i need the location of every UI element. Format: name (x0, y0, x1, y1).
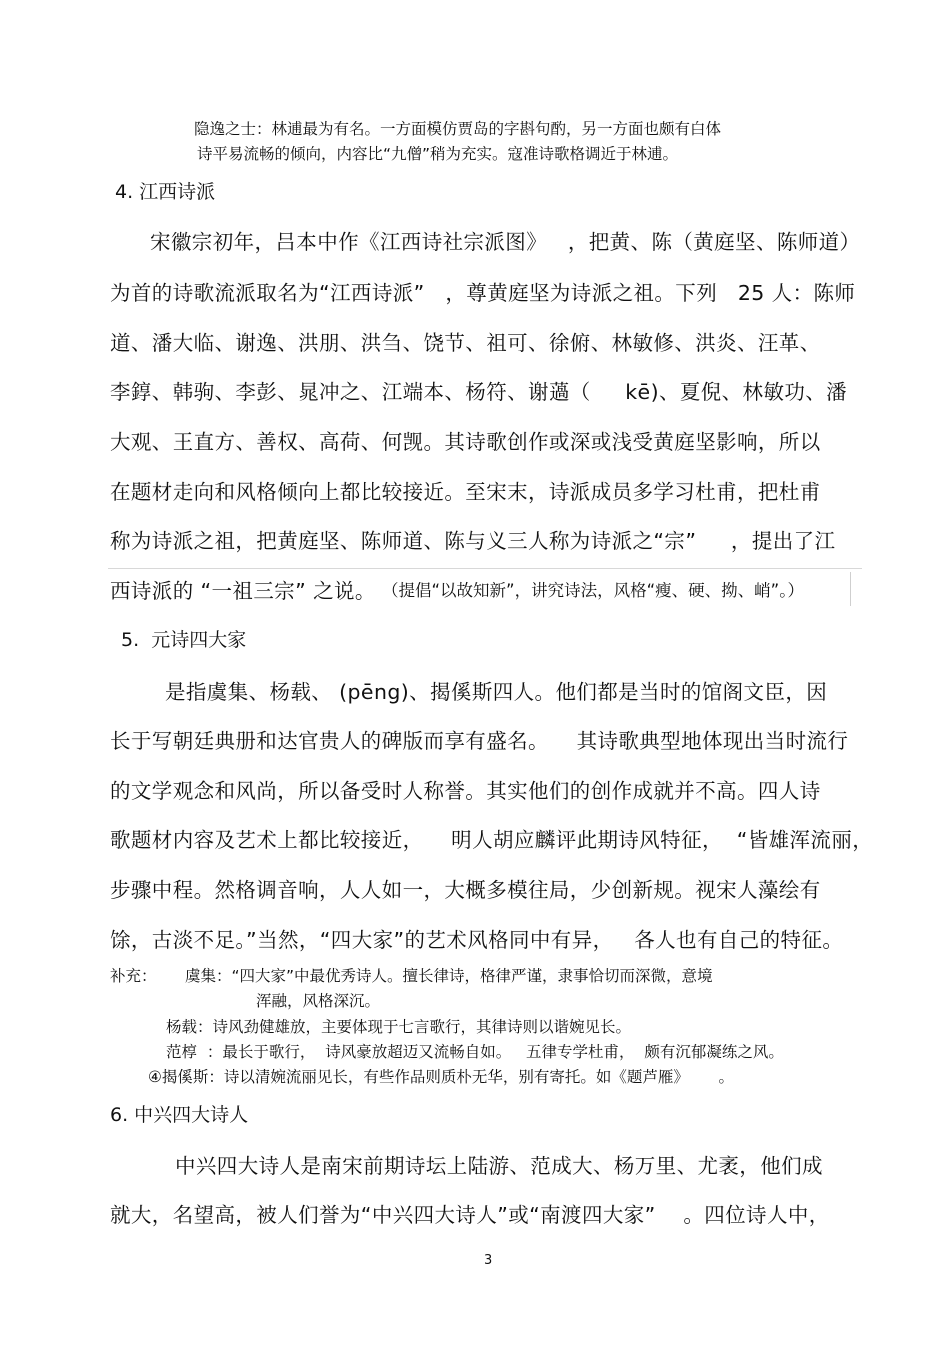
supplement-line: ④揭傒斯：诗以清婉流丽见长，有些作品则质朴无华，别有寄托。如《题芦雁》 。 (148, 1068, 734, 1086)
body-line: 李錞、韩驹、李彭、晁冲之、江端本、杨符、谢薖（ kē)、夏倪、林敏功、潘 (110, 380, 848, 404)
body-line: 中兴四大诗人是南宋前期诗坛上陆游、范成大、杨万里、尤袤，他们成 (175, 1154, 823, 1178)
body-line: 在题材走向和风格倾向上都比较接近。至宋末，诗派成员多学习杜甫，把杜甫 (110, 480, 821, 504)
note-line-1: 隐逸之士：林逋最为有名。一方面模仿贾岛的字斟句酌，另一方面也颇有白体 (194, 120, 722, 138)
section-heading: 5. 元诗四大家 (121, 629, 247, 651)
body-line: 步骤中程。然格调音响，人人如一，大概多模往局，少创新规。视宋人藻绘有 (110, 878, 821, 902)
body-line: 大观、王直方、善权、高荷、何觊。其诗歌创作或深或浅受黄庭坚影响，所以 (110, 430, 821, 454)
supplement-label: 补充： (110, 967, 157, 985)
divider-rule (850, 572, 851, 606)
body-line: 歌题材内容及艺术上都比较接近， 明人胡应麟评此期诗风特征， “皆雄浑流丽， (110, 828, 874, 852)
body-line: 的文学观念和风尚，所以备受时人称誉。其实他们的创作成就并不高。四人诗 (110, 779, 821, 803)
body-line: 称为诗派之祖，把黄庭坚、陈师道、陈与义三人称为诗派之“宗” ，提出了江 (110, 529, 836, 553)
section-heading: 4. 江西诗派 (115, 181, 216, 203)
body-line: 道、潘大临、谢逸、洪朋、洪刍、饶节、祖可、徐俯、林敏修、洪炎、汪革、 (110, 331, 821, 355)
body-line: 为首的诗歌流派取名为“江西诗派” ，尊黄庭坚为诗派之祖。下列 25 人：陈师 (110, 281, 856, 305)
body-line: 就大，名望高，被人们誉为“中兴四大诗人”或“南渡四大家” 。四位诗人中， (110, 1203, 830, 1227)
body-line: 馀，古淡不足。”当然，“四大家”的艺术风格同中有异， 各人也有自己的特征。 (110, 928, 844, 952)
supplement-line: 虞集：“四大家”中最优秀诗人。擅长律诗，格律严谨，隶事恰切而深微，意境 (185, 967, 713, 985)
page-number: 3 (484, 1253, 493, 1268)
supplement-line: 范椁 ：最长于歌行， 诗风豪放超迈又流畅自如。 五律专学杜甫， 颇有沉郁凝练之风。 (166, 1043, 784, 1061)
body-line: 是指虞集、杨载、 (pēng)、揭傒斯四人。他们都是当时的馆阁文臣，因 (165, 680, 828, 704)
body-line: 长于写朝廷典册和达官贵人的碑版而享有盛名。 其诗歌典型地体现出当时流行 (110, 729, 849, 753)
divider-rule (108, 568, 862, 569)
supplement-line: 杨载：诗风劲健雄放，主要体现于七言歌行，其律诗则以谐婉见长。 (166, 1018, 632, 1036)
section-heading: 6. 中兴四大诗人 (110, 1104, 249, 1126)
inline-note: （提倡“以故知新”，讲究诗法，风格“瘦、硬、拗、峭”。） (382, 581, 804, 600)
body-line: 西诗派的 “一祖三宗” 之说。 (110, 579, 376, 603)
body-line: 宋徽宗初年，吕本中作《江西诗社宗派图》 ，把黄、陈（黄庭坚、陈师道） (150, 230, 861, 254)
note-line-2: 诗平易流畅的倾向，内容比“九僧”稍为充实。寇准诗歌格调近于林逋。 (197, 145, 679, 163)
supplement-line: 浑融，风格深沉。 (256, 992, 381, 1010)
